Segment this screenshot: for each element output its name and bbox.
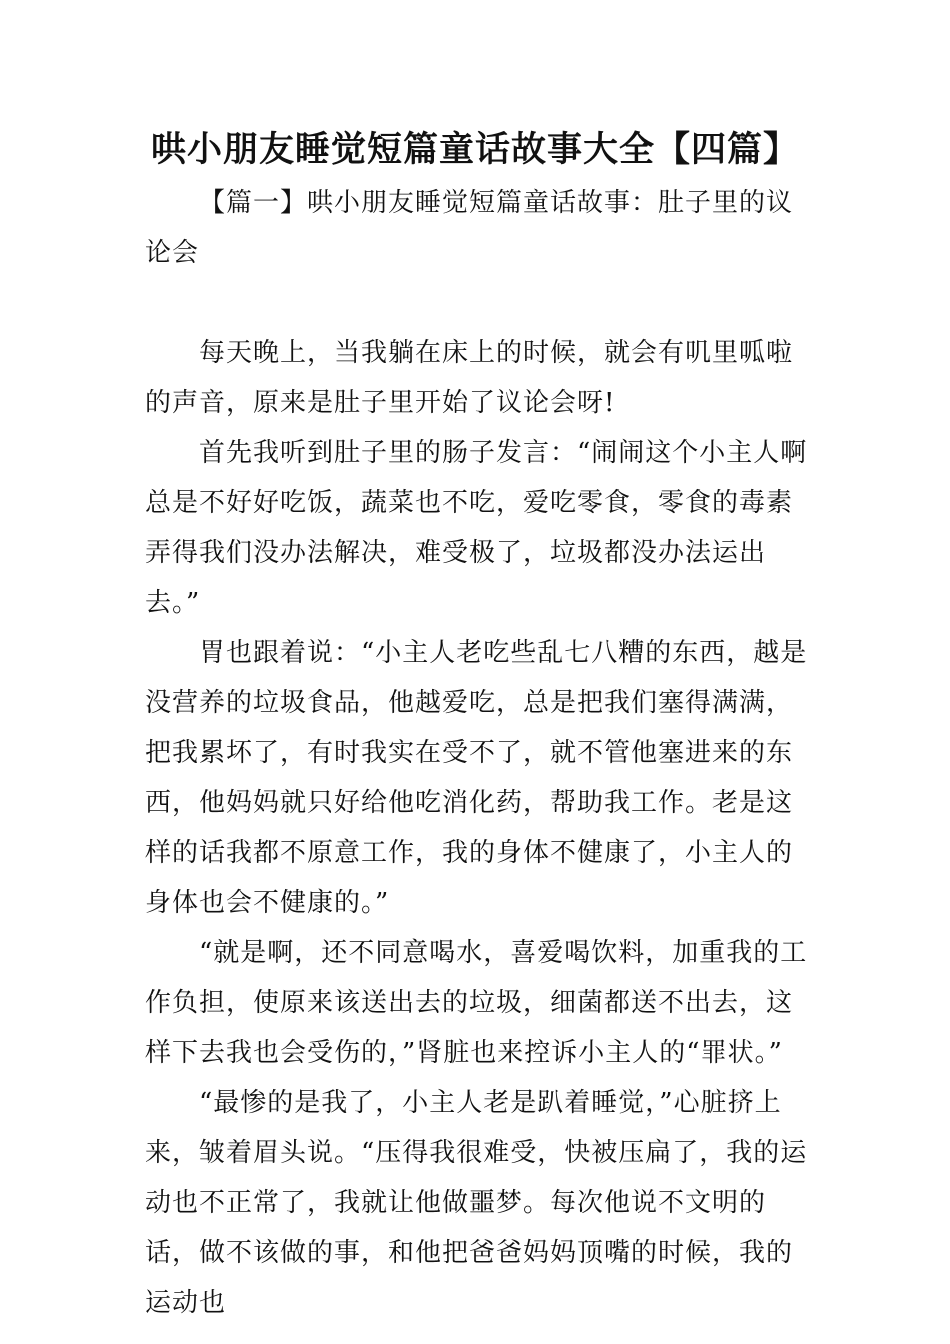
paragraph: 首先我听到肚子里的肠子发言：“闹闹这个小主人啊总是不好好吃饭，蔬菜也不吃，爱吃零食，零食的毒素弄得我们没办法解决，难受极了，垃圾都没办法运出去。” <box>145 438 808 618</box>
paragraph: “就是啊，还不同意喝水，喜爱喝饮料，加重我的工作负担，使原来该送出去的垃圾，细菌都送不出去，这样下去我也会受伤的，”肾脏也来控诉小主人的“罪状。” <box>145 938 808 1068</box>
document-title: 哄小朋友睡觉短篇童话故事大全【四篇】 <box>150 130 799 170</box>
paragraph: “最惨的是我了，小主人老是趴着睡觉，”心脏挤上来，皱着眉头说。“压得我很难受，快被压扁了，我的运动也不正常了，我就让他做噩梦。每次他说不文明的话，做不该做的事，和他把爸爸妈妈顶嘴的时候，我的运动也 <box>145 1088 808 1318</box>
paragraph: 每天晚上，当我躺在床上的时候，就会有叽里呱啦的声音，原来是肚子里开始了议论会呀! <box>145 338 794 418</box>
story-body <box>145 328 810 1328</box>
section-heading: 【篇一】哄小朋友睡觉短篇童话故事：肚子里的议论会 <box>145 188 794 268</box>
paragraph: 胃也跟着说：“小主人老吃些乱七八糟的东西，越是没营养的垃圾食品，他越爱吃，总是把我们塞得满满，把我累坏了，有时我实在受不了，就不管他塞进来的东西，他妈妈就只好给他吃消化药，帮助我工作。老是这样的话我都不原意工作，我的身体不健康了，小主人的身体也会不健康的。” <box>145 638 808 918</box>
